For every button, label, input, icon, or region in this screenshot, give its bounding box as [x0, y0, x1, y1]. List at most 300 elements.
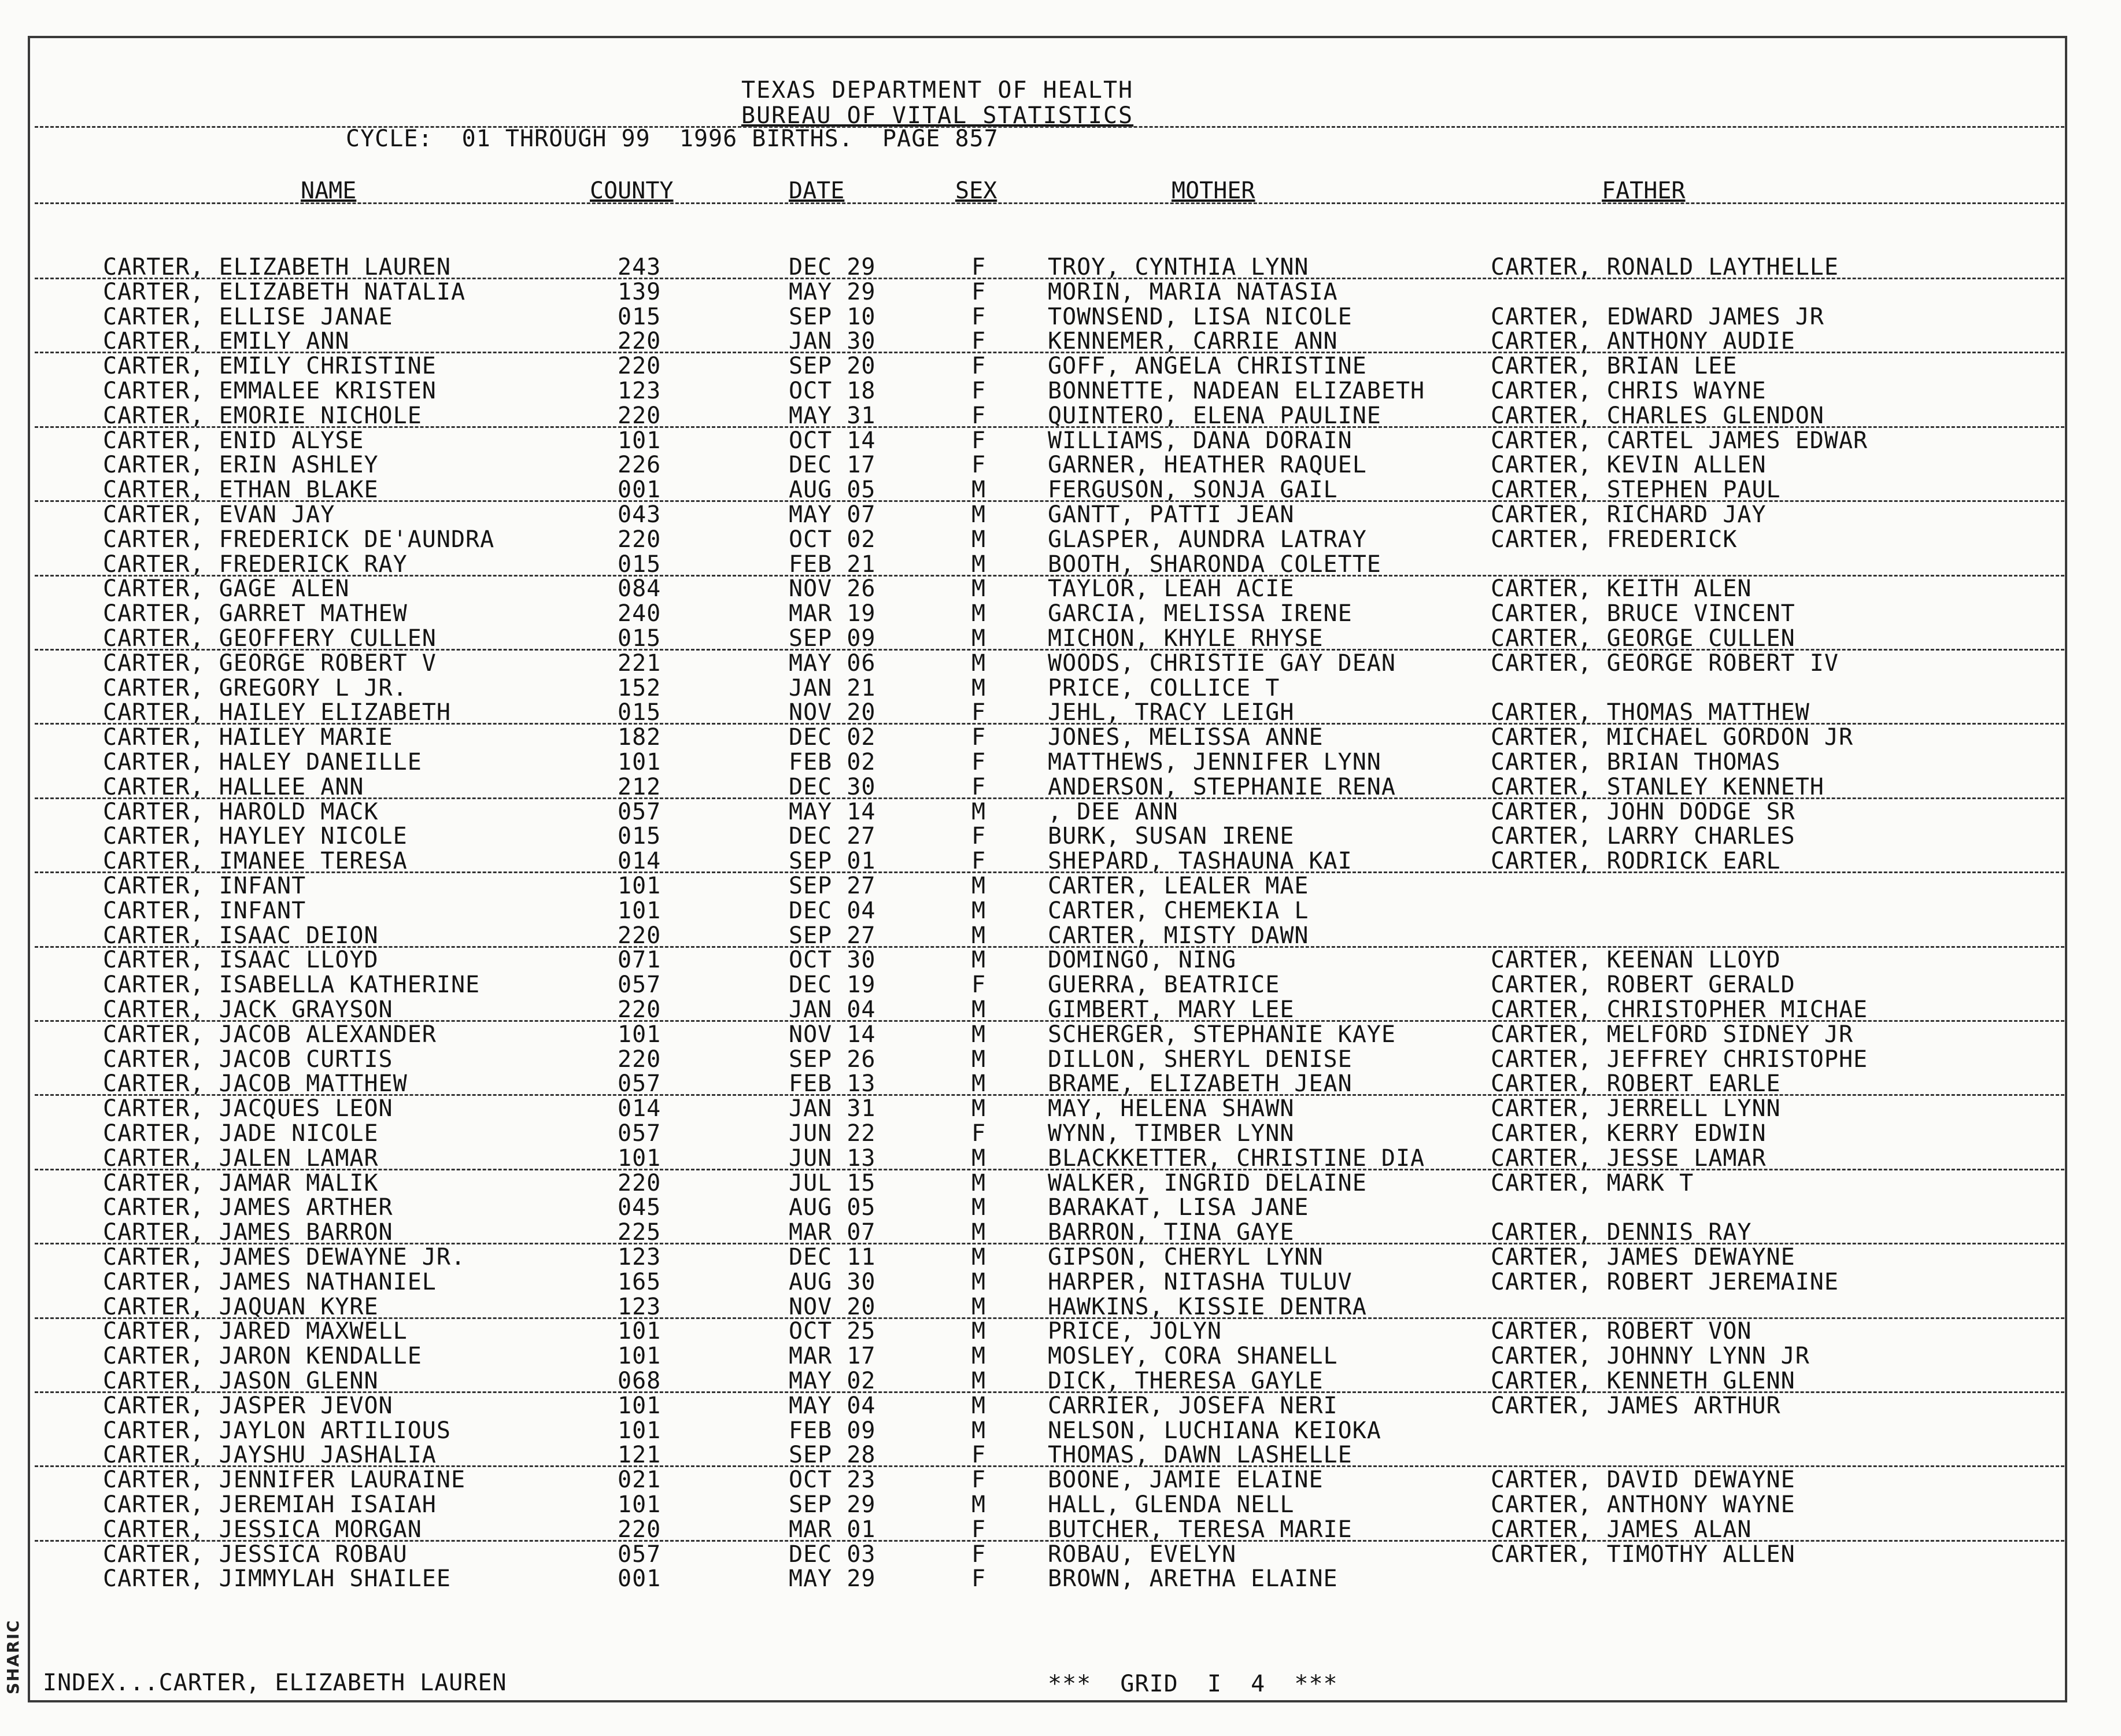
record-county: 021	[618, 1467, 662, 1494]
record-father: CARTER, JAMES ARTHUR	[1491, 1392, 1781, 1419]
record-county: 221	[618, 649, 662, 677]
record-date: MAR 19	[789, 600, 876, 627]
record-sex: F	[971, 278, 986, 305]
record-county: 015	[618, 625, 662, 652]
record-sex: F	[971, 773, 986, 800]
column-header-sex: SEX	[955, 178, 997, 204]
record-name: CARTER, JASON GLENN	[103, 1368, 379, 1394]
record-sex: F	[971, 427, 986, 454]
column-header-mother: MOTHER	[1172, 178, 1255, 204]
record-mother: BURK, SUSAN IRENE	[1048, 823, 1295, 850]
record-sex: F	[971, 328, 986, 355]
record-county: 240	[618, 600, 662, 627]
record-name: CARTER, INFANT	[103, 873, 306, 899]
column-header-name: NAME	[301, 178, 357, 204]
record-county: 101	[618, 1491, 662, 1518]
record-sex: M	[971, 1318, 986, 1345]
record-mother: BOONE, JAMIE ELAINE	[1048, 1467, 1324, 1494]
table-row	[0, 1419, 2082, 1444]
record-mother: TROY, CYNTHIA LYNN	[1048, 254, 1309, 280]
record-sex: M	[971, 996, 986, 1023]
table-row	[0, 800, 2082, 825]
table-row	[0, 1023, 2082, 1048]
record-county: 101	[618, 1144, 662, 1172]
record-name: CARTER, HAILEY ELIZABETH	[103, 699, 451, 726]
record-county: 220	[618, 402, 662, 429]
record-county: 123	[618, 1293, 662, 1320]
record-date: DEC 11	[789, 1244, 876, 1270]
grid-label: *** GRID I 4 ***	[1048, 1671, 1338, 1697]
record-name: CARTER, JAMES NATHANIEL	[103, 1268, 437, 1295]
record-sex: F	[971, 749, 986, 775]
record-date: MAY 29	[789, 1565, 876, 1593]
table-row	[0, 280, 2082, 305]
table-row	[0, 330, 2082, 354]
record-sex: M	[971, 1368, 986, 1394]
record-father: CARTER, KENNETH GLENN	[1491, 1368, 1795, 1394]
record-name: CARTER, JAMES DEWAYNE JR.	[103, 1244, 466, 1270]
record-father: CARTER, KEITH ALEN	[1491, 575, 1752, 603]
record-mother: TOWNSEND, LISA NICOLE	[1048, 303, 1353, 330]
record-county: 014	[618, 848, 662, 875]
record-sex: F	[971, 699, 986, 726]
record-name: CARTER, HALLEE ANN	[103, 773, 364, 800]
record-mother: MATTHEWS, JENNIFER LYNN	[1048, 749, 1381, 775]
record-father: CARTER, RONALD LAYTHELLE	[1491, 254, 1839, 280]
table-row	[0, 726, 2082, 751]
record-county: 123	[618, 378, 662, 404]
record-name: CARTER, GEORGE ROBERT V	[103, 649, 437, 677]
header-divider	[35, 126, 2064, 128]
record-county: 057	[618, 1541, 662, 1568]
record-sex: M	[971, 1219, 986, 1246]
record-mother: GARCIA, MELISSA IRENE	[1048, 600, 1353, 627]
record-date: JUL 15	[789, 1169, 876, 1196]
record-father: CARTER, GEORGE ROBERT IV	[1491, 649, 1839, 677]
record-sex: M	[971, 947, 986, 974]
record-date: MAY 06	[789, 649, 876, 677]
record-name: CARTER, JACOB MATTHEW	[103, 1070, 408, 1098]
table-row	[0, 1122, 2082, 1147]
record-name: CARTER, EVAN JAY	[103, 501, 335, 528]
record-mother: SHEPARD, TASHAUNA KAI	[1048, 848, 1353, 875]
record-county: 101	[618, 749, 662, 775]
record-mother: CARTER, LEALER MAE	[1048, 873, 1309, 899]
record-name: CARTER, EMMALEE KRISTEN	[103, 378, 437, 404]
cycle-line: CYCLE: 01 THROUGH 99 1996 BIRTHS. PAGE 857	[346, 125, 999, 152]
record-name: CARTER, JAMES BARRON	[103, 1219, 393, 1246]
record-father: CARTER, RICHARD JAY	[1491, 501, 1767, 528]
record-mother: GLASPER, AUNDRA LATRAY	[1048, 526, 1367, 553]
record-county: 220	[618, 1046, 662, 1073]
table-row	[0, 1518, 2082, 1543]
record-sex: M	[971, 873, 986, 899]
record-name: CARTER, HAROLD MACK	[103, 798, 379, 825]
record-sex: M	[971, 1046, 986, 1073]
record-name: CARTER, JAMES ARTHER	[103, 1194, 393, 1221]
table-row	[0, 1543, 2082, 1568]
record-father: CARTER, THOMAS MATTHEW	[1491, 699, 1810, 726]
record-sex: F	[971, 1565, 986, 1593]
record-date: MAY 02	[789, 1368, 876, 1394]
record-county: 101	[618, 1343, 662, 1370]
table-row	[0, 305, 2082, 330]
table-row	[0, 1270, 2082, 1295]
record-name: CARTER, ELLISE JANAE	[103, 303, 393, 330]
record-date: FEB 09	[789, 1417, 876, 1444]
table-row	[0, 825, 2082, 849]
index-line: INDEX...CARTER, ELIZABETH LAUREN	[43, 1669, 507, 1696]
table-row	[0, 528, 2082, 553]
record-date: FEB 21	[789, 551, 876, 578]
table-row	[0, 649, 2082, 677]
record-name: CARTER, JACK GRAYSON	[103, 996, 393, 1023]
record-sex: M	[971, 1293, 986, 1320]
record-county: 057	[618, 798, 662, 825]
record-date: MAY 07	[789, 501, 876, 528]
record-county: 220	[618, 353, 662, 380]
record-mother: BARRON, TINA GAYE	[1048, 1219, 1295, 1246]
table-row	[0, 1246, 2082, 1270]
table-row	[0, 627, 2082, 652]
table-row	[0, 1345, 2082, 1369]
table-row	[0, 503, 2082, 528]
record-father: CARTER, JOHNNY LYNN JR	[1491, 1343, 1810, 1370]
record-name: CARTER, ERIN ASHLEY	[103, 452, 379, 479]
column-header-divider	[35, 202, 2064, 204]
record-father: CARTER, BRIAN THOMAS	[1491, 749, 1781, 775]
record-date: DEC 02	[789, 724, 876, 751]
table-row	[0, 1295, 2082, 1320]
record-sex: M	[971, 1392, 986, 1419]
record-father: CARTER, RODRICK EARL	[1491, 848, 1781, 875]
record-name: CARTER, JALEN LAMAR	[103, 1144, 379, 1172]
record-father: CARTER, DAVID DEWAYNE	[1491, 1467, 1795, 1494]
record-father: CARTER, JAMES ALAN	[1491, 1516, 1752, 1543]
record-county: 101	[618, 1392, 662, 1419]
record-mother: TAYLOR, LEAH ACIE	[1048, 575, 1295, 603]
record-county: 043	[618, 501, 662, 528]
record-mother: THOMAS, DAWN LASHELLE	[1048, 1442, 1353, 1469]
record-name: CARTER, JACQUES LEON	[103, 1095, 393, 1122]
table-row	[0, 256, 2082, 280]
record-father: CARTER, STEPHEN PAUL	[1491, 477, 1781, 504]
record-date: OCT 14	[789, 427, 876, 454]
record-father: CARTER, STANLEY KENNETH	[1491, 773, 1824, 800]
record-mother: HARPER, NITASHA TULUV	[1048, 1268, 1353, 1295]
record-sex: M	[971, 649, 986, 677]
record-mother: ROBAU, EVELYN	[1048, 1541, 1237, 1568]
record-county: 226	[618, 452, 662, 479]
record-name: CARTER, EMILY ANN	[103, 328, 350, 355]
record-county: 015	[618, 823, 662, 850]
record-father: CARTER, JOHN DODGE SR	[1491, 798, 1795, 825]
record-date: SEP 28	[789, 1442, 876, 1469]
record-name: CARTER, JEREMIAH ISAIAH	[103, 1491, 437, 1518]
table-row	[0, 478, 2082, 503]
record-date: DEC 19	[789, 972, 876, 999]
record-county: 015	[618, 551, 662, 578]
record-sex: M	[971, 501, 986, 528]
record-father: CARTER, CHRIS WAYNE	[1491, 378, 1767, 404]
record-county: 220	[618, 1169, 662, 1196]
record-date: MAY 31	[789, 402, 876, 429]
record-county: 015	[618, 699, 662, 726]
record-mother: WILLIAMS, DANA DORAIN	[1048, 427, 1353, 454]
record-date: MAY 04	[789, 1392, 876, 1419]
record-county: 220	[618, 328, 662, 355]
record-sex: F	[971, 972, 986, 999]
record-date: OCT 30	[789, 947, 876, 974]
record-father: CARTER, ROBERT EARLE	[1491, 1070, 1781, 1098]
table-row	[0, 775, 2082, 800]
record-county: 001	[618, 1565, 662, 1593]
record-date: JAN 31	[789, 1095, 876, 1122]
record-sex: F	[971, 1541, 986, 1568]
record-sex: M	[971, 477, 986, 504]
record-date: DEC 27	[789, 823, 876, 850]
side-label: SHARIC	[3, 1619, 23, 1694]
table-row	[0, 602, 2082, 627]
record-name: CARTER, HAYLEY NICOLE	[103, 823, 408, 850]
record-name: CARTER, ELIZABETH NATALIA	[103, 278, 466, 305]
record-date: JAN 04	[789, 996, 876, 1023]
record-mother: GANTT, PATTI JEAN	[1048, 501, 1295, 528]
record-name: CARTER, JESSICA ROBAU	[103, 1541, 408, 1568]
record-date: SEP 09	[789, 625, 876, 652]
record-name: CARTER, ETHAN BLAKE	[103, 477, 379, 504]
record-mother: WALKER, INGRID DELAINE	[1048, 1169, 1367, 1196]
header-subtitle: BUREAU OF VITAL STATISTICS	[741, 102, 1134, 129]
record-mother: KENNEMER, CARRIE ANN	[1048, 328, 1338, 355]
record-father: CARTER, ROBERT VON	[1491, 1318, 1752, 1345]
column-header-father: FATHER	[1602, 178, 1686, 204]
record-mother: BONNETTE, NADEAN ELIZABETH	[1048, 378, 1425, 404]
record-county: 101	[618, 1417, 662, 1444]
record-date: OCT 25	[789, 1318, 876, 1345]
record-county: 057	[618, 1070, 662, 1098]
record-name: CARTER, JACOB CURTIS	[103, 1046, 393, 1073]
record-name: CARTER, ISAAC LLOYD	[103, 947, 379, 974]
record-mother: QUINTERO, ELENA PAULINE	[1048, 402, 1381, 429]
record-date: DEC 29	[789, 254, 876, 280]
table-row	[0, 1369, 2082, 1394]
record-sex: F	[971, 303, 986, 330]
record-father: CARTER, GEORGE CULLEN	[1491, 625, 1795, 652]
record-mother: MICHON, KHYLE RHYSE	[1048, 625, 1324, 652]
record-name: CARTER, JACOB ALEXANDER	[103, 1021, 437, 1048]
record-county: 121	[618, 1442, 662, 1469]
record-sex: M	[971, 1417, 986, 1444]
record-mother: ANDERSON, STEPHANIE RENA	[1048, 773, 1396, 800]
record-father: CARTER, ANTHONY AUDIE	[1491, 328, 1795, 355]
table-row	[0, 1443, 2082, 1468]
record-name: CARTER, JESSICA MORGAN	[103, 1516, 422, 1543]
record-county: 225	[618, 1219, 662, 1246]
record-date: AUG 30	[789, 1268, 876, 1295]
record-sex: M	[971, 1144, 986, 1172]
table-row	[0, 553, 2082, 578]
record-sex: M	[971, 1095, 986, 1122]
record-date: SEP 26	[789, 1046, 876, 1073]
record-sex: M	[971, 1268, 986, 1295]
record-father: CARTER, ROBERT JEREMAINE	[1491, 1268, 1839, 1295]
table-row	[0, 948, 2082, 973]
table-row	[0, 1468, 2082, 1493]
record-mother: NELSON, LUCHIANA KEIOKA	[1048, 1417, 1381, 1444]
record-sex: M	[971, 575, 986, 603]
record-date: JAN 30	[789, 328, 876, 355]
record-father: CARTER, CHARLES GLENDON	[1491, 402, 1824, 429]
record-date: MAR 17	[789, 1343, 876, 1370]
record-father: CARTER, MARK T	[1491, 1169, 1694, 1196]
record-county: 101	[618, 873, 662, 899]
record-date: DEC 17	[789, 452, 876, 479]
record-mother: MORIN, MARIA NATASIA	[1048, 278, 1338, 305]
record-name: CARTER, ENID ALYSE	[103, 427, 364, 454]
record-sex: F	[971, 848, 986, 875]
record-county: 084	[618, 575, 662, 603]
record-sex: M	[971, 798, 986, 825]
record-mother: BLACKKETTER, CHRISTINE DIA	[1048, 1144, 1425, 1172]
table-row	[0, 1144, 2082, 1172]
record-mother: GUERRA, BEATRICE	[1048, 972, 1280, 999]
column-header-date: DATE	[789, 178, 845, 204]
record-father: CARTER, EDWARD JAMES JR	[1491, 303, 1824, 330]
record-mother: HAWKINS, KISSIE DENTRA	[1048, 1293, 1367, 1320]
record-mother: BROWN, ARETHA ELAINE	[1048, 1565, 1338, 1593]
record-mother: WYNN, TIMBER LYNN	[1048, 1120, 1295, 1147]
record-date: OCT 23	[789, 1467, 876, 1494]
record-name: CARTER, FREDERICK RAY	[103, 551, 408, 578]
record-sex: F	[971, 402, 986, 429]
record-sex: F	[971, 724, 986, 751]
record-mother: BARAKAT, LISA JANE	[1048, 1194, 1309, 1221]
table-row	[0, 1048, 2082, 1073]
table-row	[0, 674, 2082, 701]
record-name: CARTER, ISABELLA KATHERINE	[103, 972, 481, 999]
record-sex: M	[971, 1491, 986, 1518]
record-name: CARTER, JAMAR MALIK	[103, 1169, 379, 1196]
table-row	[0, 379, 2082, 404]
table-row	[0, 1196, 2082, 1221]
record-mother: BUTCHER, TERESA MARIE	[1048, 1516, 1353, 1543]
record-mother: BRAME, ELIZABETH JEAN	[1048, 1070, 1353, 1098]
record-county: 015	[618, 303, 662, 330]
record-date: FEB 13	[789, 1070, 876, 1098]
record-name: CARTER, JASPER JEVON	[103, 1392, 393, 1419]
record-county: 101	[618, 897, 662, 924]
record-father: CARTER, LARRY CHARLES	[1491, 823, 1795, 850]
table-row	[0, 1567, 2082, 1592]
record-date: SEP 01	[789, 848, 876, 875]
record-name: CARTER, JENNIFER LAURAINE	[103, 1467, 466, 1494]
record-date: SEP 20	[789, 353, 876, 380]
record-sex: M	[971, 897, 986, 924]
table-row	[0, 701, 2082, 726]
record-name: CARTER, JAYSHU JASHALIA	[103, 1442, 437, 1469]
record-mother: WOODS, CHRISTIE GAY DEAN	[1048, 649, 1396, 677]
record-father: CARTER, MELFORD SIDNEY JR	[1491, 1021, 1854, 1048]
record-sex: M	[971, 1021, 986, 1048]
record-name: CARTER, FREDERICK DE'AUNDRA	[103, 526, 495, 553]
record-name: CARTER, HAILEY MARIE	[103, 724, 393, 751]
record-father: CARTER, BRIAN LEE	[1491, 353, 1738, 380]
record-mother: CARTER, MISTY DAWN	[1048, 922, 1309, 949]
record-father: CARTER, BRUCE VINCENT	[1491, 600, 1795, 627]
record-name: CARTER, INFANT	[103, 897, 306, 924]
record-sex: M	[971, 1244, 986, 1270]
record-county: 101	[618, 1318, 662, 1345]
table-row	[0, 404, 2082, 429]
table-row	[0, 1072, 2082, 1097]
record-date: JUN 22	[789, 1120, 876, 1147]
record-father: CARTER, JEFFREY CHRISTOPHE	[1491, 1046, 1868, 1073]
record-name: CARTER, ISAAC DEION	[103, 922, 379, 949]
record-county: 123	[618, 1244, 662, 1270]
record-sex: F	[971, 452, 986, 479]
record-name: CARTER, EMILY CHRISTINE	[103, 353, 437, 380]
table-row	[0, 1097, 2082, 1122]
table-row	[0, 899, 2082, 924]
record-mother: DICK, THERESA GAYLE	[1048, 1368, 1324, 1394]
record-mother: GIMBERT, MARY LEE	[1048, 996, 1295, 1023]
record-father: CARTER, JAMES DEWAYNE	[1491, 1244, 1795, 1270]
record-father: CARTER, DENNIS RAY	[1491, 1219, 1752, 1246]
table-row	[0, 924, 2082, 949]
record-father: CARTER, ANTHONY WAYNE	[1491, 1491, 1795, 1518]
record-mother: MAY, HELENA SHAWN	[1048, 1095, 1295, 1122]
record-name: CARTER, GEOFFERY CULLEN	[103, 625, 437, 652]
record-sex: M	[971, 600, 986, 627]
table-row	[0, 849, 2082, 874]
record-mother: PRICE, COLLICE T	[1048, 674, 1280, 701]
record-date: NOV 14	[789, 1021, 876, 1048]
record-mother: JONES, MELISSA ANNE	[1048, 724, 1324, 751]
record-county: 212	[618, 773, 662, 800]
record-date: FEB 02	[789, 749, 876, 775]
table-row	[0, 751, 2082, 775]
header-title: TEXAS DEPARTMENT OF HEALTH	[741, 77, 1134, 104]
record-county: 243	[618, 254, 662, 280]
record-sex: M	[971, 1343, 986, 1370]
record-father: CARTER, ROBERT GERALD	[1491, 972, 1795, 999]
record-name: CARTER, JARED MAXWELL	[103, 1318, 408, 1345]
record-father: CARTER, KEVIN ALLEN	[1491, 452, 1767, 479]
record-date: DEC 04	[789, 897, 876, 924]
table-row	[0, 1169, 2082, 1196]
table-row	[0, 354, 2082, 379]
record-name: CARTER, JAYLON ARTILIOUS	[103, 1417, 451, 1444]
record-date: NOV 26	[789, 575, 876, 603]
record-date: MAY 29	[789, 278, 876, 305]
record-sex: M	[971, 674, 986, 701]
record-county: 165	[618, 1268, 662, 1295]
record-county: 220	[618, 996, 662, 1023]
record-name: CARTER, GARRET MATHEW	[103, 600, 408, 627]
record-date: MAR 07	[789, 1219, 876, 1246]
record-date: DEC 03	[789, 1541, 876, 1568]
record-name: CARTER, GREGORY L JR.	[103, 674, 408, 701]
record-date: SEP 10	[789, 303, 876, 330]
record-date: MAR 01	[789, 1516, 876, 1543]
record-date: SEP 27	[789, 922, 876, 949]
record-father: CARTER, KEENAN LLOYD	[1491, 947, 1781, 974]
record-county: 152	[618, 674, 662, 701]
record-mother: CARRIER, JOSEFA NERI	[1048, 1392, 1338, 1419]
record-father: CARTER, KERRY EDWIN	[1491, 1120, 1767, 1147]
record-county: 057	[618, 1120, 662, 1147]
